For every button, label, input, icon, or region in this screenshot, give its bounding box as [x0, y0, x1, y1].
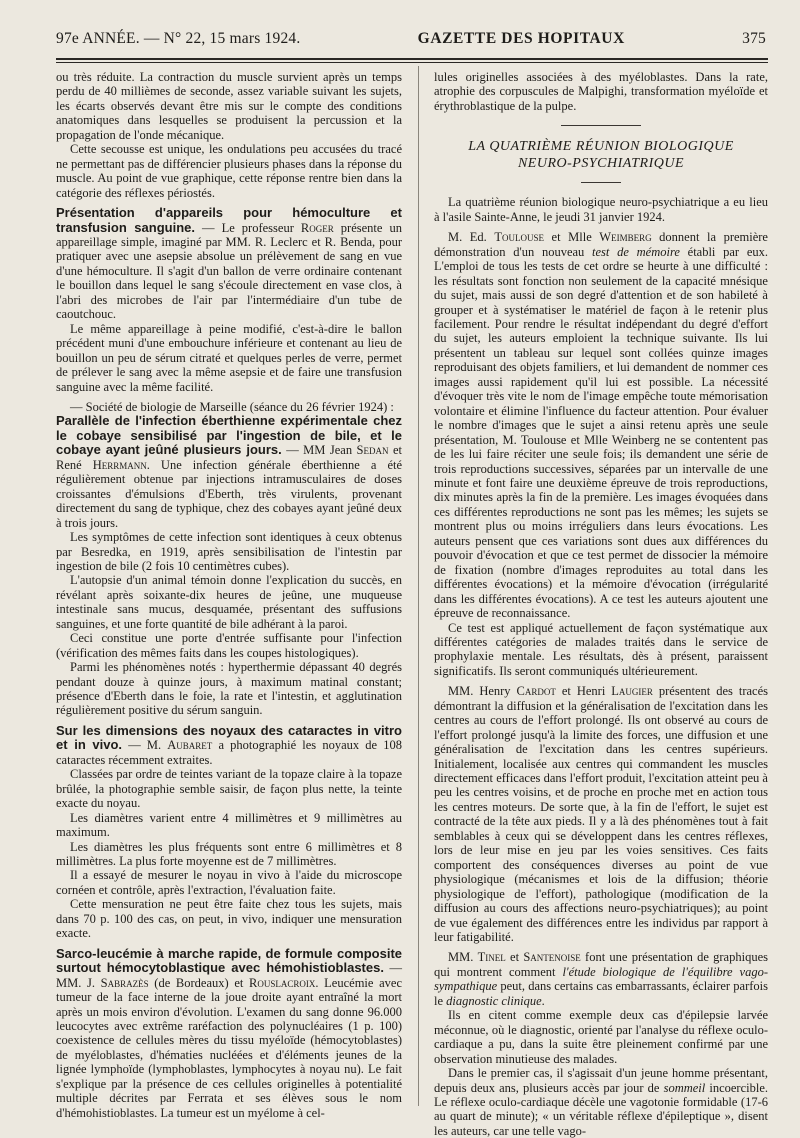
left-column: [56, 70, 403, 1120]
paragraph: Le même appareillage à peine modifié, c'est-à-dire le ballon précédent muni d'une embouchure inférieure et contenant au lieu de bouillon un peu de sérum citraté et quelques perles de verre, permet de prélever le sang avec la même asepsie et de faire une transfusion sanguine avec la même facilité.: [56, 321, 402, 394]
paragraph: Classées par ordre de teintes variant de la topaze claire à la topaze brûlée, la photographie semble saisir, de façon plus nette, la teinte exacte du noyau.: [56, 767, 402, 811]
author-name: Cardot: [516, 684, 556, 699]
journal-title: GAZETTE DES HOPITAUX: [417, 30, 625, 47]
paragraph: Les diamètres les plus fréquents sont entre 6 millimètres et 8 millimètres. La plus forte moyenne est de 7 millimètres.: [56, 839, 402, 869]
paragraph: ou très réduite. La contraction du muscle survient après un temps perdu de 40 millièmes de seconde, assez variable suivant les sujets, les écarts observés devant être mis sur le compte des conditions anatomiques dans lesquelles se produisent la percussion et la propagation de l'onde mécanique.: [56, 70, 402, 142]
paragraph: Cette mensuration ne peut être faite chez tous les sujets, mais dans 70 p. 100 des cas, on peut, in vivo, indiquer une mensuration exacte.: [56, 897, 402, 941]
author-name: Laugier: [611, 684, 653, 699]
article-reflex-end: Présentation d'appareils pour hémoculture et transfusion sanguine. — Le professeur Roger présente un appareillage simple, imaginé par MM. R. Leclerc et R. Benda, pour pratiquer avec une asepsie absolue un prélèvement de sang en vue d'une hémoculture. Il s'agit d'un ballon de verre ordinaire contenant le bouillon dans lequel le sang s'écoule directement en vase clos, à l'abri des microbes de l'air par l'intermédiaire d'un tube de caoutchouc.: [56, 205, 402, 322]
article-vago-sympathique: MM. Tinel et Santenoise font une présentation de graphiques qui montrent comment l'étude biologique de l'équilibre vago-sympathique peut, dans certains cas embarrassants, éclairer parfois le diagnostic clinique.: [434, 950, 768, 1008]
author-name: Santenoise: [523, 950, 581, 965]
title-underline: [581, 182, 621, 183]
section-title: LA QUATRIÈME RÉUNION BIOLOGIQUE NEURO-PSYCHIATRIQUE: [468, 139, 734, 172]
paragraph: lules originelles associées à des myéloblastes. Dans la rate, atrophie des corpuscules de Malpighi, transformation myéloïde et érythroblastique de la pulpe.: [434, 70, 768, 113]
society-heading: — Société de biologie de Marseille (séance du 26 février 1924) :: [70, 399, 394, 414]
author-name: Herrmann: [92, 457, 147, 472]
paragraph: L'autopsie d'un animal témoin donne l'explication du succès, en révélant après soixante-dix heures de jeûne, une muqueuse intestinale sans mucus, desquamée, présentant des suffusions sanguines, et une forte quantité de bile adhérant à la paroi.: [56, 573, 402, 631]
author-name: Sedan: [356, 443, 389, 458]
author-name: Roger: [300, 220, 334, 235]
paragraph: Ceci constitue une porte d'entrée suffisante pour l'infection (vérification des mêmes faits dans les coupes histologiques).: [56, 631, 402, 660]
paragraph: Les diamètres varient entre 4 millimètres et 9 millimètres au maximum.: [56, 810, 402, 840]
paragraph: Dans le premier cas, il s'agissait d'un jeune homme présentant, depuis deux ans, plusieurs accès par jour de sommeil incoercible. Le réflexe oculo-cardiaque décèle une vagotonie formidable (17-6 au quart de minute); « un véritable réflexe d'épileptique », disent les auteurs, car une telle vago-: [434, 1066, 768, 1138]
section-heading: Sur les dimensions des noyaux des cataractes in vitro et in vivo.: [56, 722, 402, 753]
article-effort: MM. Henry Cardot et Henri Laugier présentent des tracés démontrant la diffusion et la généralisation de l'excitation dans les centres au cours de l'effort prolongé. Ils ont observé au cours de l'effort prolongé jusqu'à la limite des forces, une diffusion et une généralisation de l'excitation dans les centres supérieurs. Initialement, localisée aux centres qui commandent les muscles directement efficaces dans l'effort produit, l'excitation atteint peu à peu les centres voisins, et de proche en proche met en action tous les centres moteurs. De sorte que, à la fin de l'effort, le sujet est contracté de la tête aux pieds. Il y a là des phénomènes tout à fait semblables à ceux qui se développent dans les centres réflexes, lors de leur mise en jeu par les voies sensitives. Ces faits comportent des conséquences diverses au point de vue physiologique (mécanismes et lois de la diffusion; théorie physiologique de l'effort), pathologique (modification de la diffusion au cours des affections neuro-psychiatriques); au point de vue également des différences entre les individus par rapport à leur fatigabilité.: [434, 684, 768, 945]
header-rule-thin: [56, 62, 768, 63]
author-name: Rouslacroix: [249, 975, 316, 990]
paragraph: Ce test est appliqué actuellement de façon systématique aux différentes catégories de malades traités dans le service de prophylaxie mentale. Les résultats, dès à présent, paraissent significatifs. Ils seront communiqués ultérieurement.: [434, 620, 768, 678]
author-name: Toulouse: [494, 230, 544, 245]
author-name: Aubaret: [167, 738, 213, 753]
issue-info: 97e ANNÉE. — N° 22, 15 mars 1924.: [56, 30, 301, 47]
article-sarco-leucemie: Sarco-leucémie à marche rapide, de formule composite surtout hémocytoblastique avec hémohistioblastes. — MM. J. Sabrazès (de Bordeaux) et Rouslacroix. Leucémie avec tumeur de la face interne de la joue droite ayant entraîné la mort après un mois environ d'évolution. L'examen du sang donne 96.000 leucocytes avec extrême raréfaction des polynucléaires (1 p. 100) coexistence de cellules mères du tissu myéloïde (hémocytoblastes) de myéloblastes, d'hématies nucléées et d'éléments jeunes de la lignée lymphoïde (lymphoblastes, lymphocytes à noyau nu). Le fait s'explique par la présence de ces cellules originelles à potentialité multiple décrites par Ferrata et ses élèves sous le nom d'hémohistioblastes. La tumeur est un myélome à cel-: [56, 945, 402, 1120]
page-number: 375: [742, 30, 766, 47]
author-name: Tinel: [477, 950, 506, 965]
article-eberth: Parallèle de l'infection éberthienne expérimentale chez le cobaye sensibilisé par l'ingestion de bile, et le cobaye ayant jeûné plusieurs jours. — MM Jean Sedan et René Herrmann. Une infection générale éberthienne a été régulièrement obtenue par injections intramusculaires de doses croissantes d'émulsions d'Eberth, très virulents, provenant directement du sang de typhique, chez des cobayes ayant jeûné deux à trois jours.: [56, 413, 403, 530]
paragraph: Ils en citent comme exemple deux cas d'épilepsie larvée méconnue, où le diagnostic, orienté par l'analyse du réflexe oculo-cardiaque a pu, dans la suite être pleinement confirmé par une observation minutieuse des malades.: [434, 1008, 768, 1066]
section-separator: [561, 125, 641, 126]
article-cataractes: Sur les dimensions des noyaux des cataractes in vitro et in vivo. — M. Aubaret a photographié les noyaux de 108 cataractes récemment extraites.: [56, 722, 402, 767]
paragraph: Il a essayé de mesurer le noyau in vivo à l'aide du microscope cornéen et contrôle, après l'extraction, l'évaluation faite.: [56, 868, 402, 897]
paragraph: Cette secousse est unique, les ondulations peu accusées du tracé ne permettant pas de différencier plusieurs phases dans la réponse du muscle. Au point de vue graphique, cette réponse rentre bien dans la catégorie des réflexes périostés.: [56, 142, 402, 200]
author-name: Weimberg: [599, 230, 652, 245]
page-header: [56, 30, 766, 54]
paragraph: Les symptômes de cette infection sont identiques à ceux obtenus par Besredka, en 1919, après sensibilisation de l'intestin par ingestion de bile (2 fois 10 centimètres cubes).: [56, 530, 402, 573]
article-test-memoire: M. Ed. Toulouse et Mlle Weimberg donnent la première démonstration d'un nouveau test de mémoire établi par eux. L'emploi de tous les tests de cet ordre se heurte à une difficulté : les résultats sont fonction non seulement de la capacité mnésique du sujet, mais aussi de son degré d'attention et de son habileté à grouper et à systématiser le matériel de façon à le retenir plus facilement. Pour rendre le résultat indépendant du degré d'effort du sujet, les auteurs emploient la technique suivante. Ils lui présentent un tableau sur lequel sont collées quinze images reproduisant des objets familiers, et lui demandent de nommer ces images aussi rapidement qu'il lui est possible. La nécessité d'évoquer très vite le nom de l'image empêche toute mémorisation volontaire et élimine l'influence du facteur attention. Pour évaluer le nombre d'images que le sujet a ainsi retenu après une seule présentation, M. Toulouse et Mlle Weinberg ne se contentent pas de les lui faire réciter une seule fois; ils demandent une série de trois reproductions successives, séparées par un intervalle de une minute et font faire une deuxième épreuve de trois reproductions, dix minutes après la fin de la première. Les images évoquées dans ces différentes reproductions ne sont pas les mêmes; les sujets se montrent plus ou moins irréguliers dans leurs évocations. Les auteurs pensent que ces variations sont dues aux différences du pouvoir d'évocation et que ce test permet de dissocier la mémoire de fixation (nombre d'images reproduites au total dans les différentes évocations) et la mémoire d'évocation (irrégularité dans les différentes évocations). A ce test les auteurs ajoutent une épreuve de reconnaissance.: [434, 230, 768, 621]
header-rule-thick: [56, 58, 768, 60]
column-divider: [418, 66, 419, 1106]
author-name: Sabrazès: [100, 975, 149, 990]
right-column: [434, 70, 768, 1138]
section-heading: Parallèle de l'infection éberthienne expérimentale chez le cobaye sensibilisé par l'ingestion de bile, et le cobaye ayant jeûné plusieurs jours.: [56, 413, 402, 458]
section-heading: Présentation d'appareils pour hémoculture et transfusion sanguine.: [56, 205, 402, 235]
section-heading: Sarco-leucémie à marche rapide, de formule composite surtout hémocytoblastique avec hémohistioblastes.: [56, 945, 402, 976]
paragraph: Parmi les phénomènes notés : hyperthermie dépassant 40 degrés pendant douze à quinze jours, à maximum matinal constant; présence d'Eberth dans le foie, la rate et l'intestin, et agglutination régulièrement positive du sérum sanguin.: [56, 660, 402, 718]
paragraph: La quatrième réunion biologique neuro-psychiatrique a eu lieu à l'asile Sainte-Anne, le jeudi 31 janvier 1924.: [434, 195, 768, 224]
